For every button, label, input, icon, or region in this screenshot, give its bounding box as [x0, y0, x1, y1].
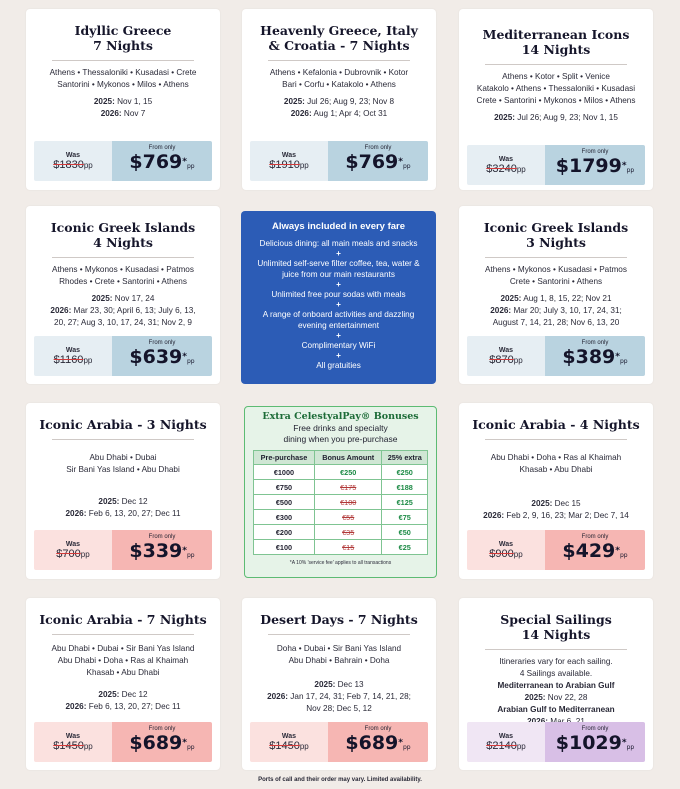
ports-of-call: Athens • Kotor • Split • Venice Katakolo • Athens • Thessaloniki • Kusadasi Crete • Santorini • Mykonos • Milos • Athens: [476, 72, 636, 105]
celestyalpay-bonus-panel: [244, 406, 437, 578]
was-price: $1450pp: [53, 739, 93, 752]
price-bar: [467, 722, 645, 762]
now-price: $639*pp: [129, 346, 195, 368]
card-title: Heavenly Greece, Italy & Croatia - 7 Nights: [260, 23, 418, 53]
from-only-label: From only: [364, 726, 392, 732]
cruise-card-greek-islands-4[interactable]: [26, 206, 220, 384]
now-price: $689*pp: [345, 732, 411, 754]
sailing-dates: 2025: Dec 12 2026: Feb 6, 13, 20, 27; Dec 11: [65, 690, 181, 711]
price-bar: [34, 722, 212, 762]
was-price: $1910pp: [269, 158, 309, 171]
card-title: Idyllic Greece 7 Nights: [74, 23, 172, 53]
was-price: $1160pp: [53, 353, 93, 366]
from-only-label: From only: [581, 149, 609, 155]
cruise-card-greek-islands-3[interactable]: [459, 206, 653, 384]
price-bar: [250, 722, 428, 762]
was-price: $1830pp: [53, 158, 93, 171]
card-title: Special Sailings 14 Nights: [500, 612, 612, 642]
now-price: $689*pp: [129, 732, 195, 754]
card-title: Desert Days - 7 Nights: [260, 612, 418, 627]
sailing-dates: 2025: Jul 26; Aug 9, 23; Nov 1, 15: [494, 113, 618, 122]
ports-of-call: Athens • Kefalonia • Dubrovnik • Kotor Bari • Corfu • Katakolo • Athens: [269, 68, 409, 89]
divider: [52, 60, 194, 61]
ports-of-call: Athens • Thessaloniki • Kusadasi • Crete Santorini • Mykonos • Milos • Athens: [49, 68, 197, 89]
now-price: $429*pp: [562, 540, 628, 562]
divider: [268, 634, 410, 635]
price-bar: [34, 530, 212, 570]
table-row: €300 €55 €75: [254, 510, 428, 525]
ports-of-call: Abu Dhabi • Dubai • Sir Bani Yas Island Abu Dhabi • Doha • Ras al Khaimah Khasab • Abu Dhabi: [51, 644, 195, 677]
bonus-table: [253, 450, 428, 555]
table-row: €100 €15 €25: [254, 540, 428, 555]
was-price: $3240pp: [486, 162, 526, 175]
ports-of-call: Athens • Mykonos • Kusadasi • Patmos Crete • Santorini • Athens: [485, 265, 627, 286]
was-label: Was: [498, 540, 514, 548]
sailing-dates: 2025: Nov 17, 24 2026: Mar 23, 30; April 6, 13; July 6, 13, 20, 27; Aug 3, 10, 17, 24, 31; Nov 2, 9: [50, 294, 196, 327]
was-price: $870pp: [489, 353, 523, 366]
from-only-label: From only: [581, 340, 609, 346]
ports-of-call: Doha • Dubai • Sir Bani Yas Island Abu Dhabi • Bahrain • Doha: [276, 644, 402, 665]
cruise-card-special-sailings[interactable]: [459, 598, 653, 770]
was-price: $2140pp: [486, 739, 526, 752]
from-only-label: From only: [581, 534, 609, 540]
divider: [52, 634, 194, 635]
was-label: Was: [281, 151, 297, 159]
now-price: $389*pp: [562, 346, 628, 368]
from-only-label: From only: [364, 145, 392, 151]
was-label: Was: [65, 151, 81, 159]
table-row: €1000 €250 €250: [254, 465, 428, 480]
divider: [485, 649, 627, 650]
now-price: $339*pp: [129, 540, 195, 562]
sailing-dates: 2025: Dec 13 2026: Jan 17, 24, 31; Feb 7, 14, 21, 28; Nov 28; Dec 5, 12: [267, 680, 411, 713]
included-item: Unlimited self-serve filter coffee, tea, water & juice from our main restaurants: [257, 259, 420, 279]
column-header: 25% extra: [382, 451, 428, 465]
table-row: €200 €35 €50: [254, 525, 428, 540]
was-label: Was: [498, 346, 514, 354]
from-only-label: From only: [148, 340, 176, 346]
was-price: $900pp: [489, 547, 523, 560]
card-title: Iconic Arabia - 7 Nights: [39, 612, 207, 627]
included-item: A range of onboard activities and dazzling evening entertainment: [262, 310, 415, 330]
ports-of-call: Athens • Mykonos • Kusadasi • Patmos Rhodes • Crete • Santorini • Athens: [52, 265, 194, 286]
column-header: Pre-purchase: [254, 451, 315, 465]
price-bar: [250, 141, 428, 181]
now-price: $769*pp: [345, 151, 411, 173]
was-price: $1450pp: [269, 739, 309, 752]
column-header: Bonus Amount: [314, 451, 382, 465]
table-row: €500 €100 €125: [254, 495, 428, 510]
card-title: Iconic Greek Islands 3 Nights: [483, 220, 629, 250]
itinerary-note: Itineraries vary for each sailing. 4 Sailings available.: [499, 657, 613, 678]
now-price: $769*pp: [129, 151, 195, 173]
divider: [485, 64, 627, 65]
sailing-dates: 2025: Dec 15 2026: Feb 2, 9, 16, 23; Mar 2; Dec 7, 14: [483, 499, 629, 520]
was-label: Was: [498, 155, 514, 163]
bonus-title: Extra CelestyalPay® Bonuses: [262, 411, 419, 422]
bonus-subtitle: Free drinks and specialty dining when you pre-purchase: [283, 423, 398, 444]
included-item: Delicious dining: all main meals and snacks: [259, 239, 418, 248]
price-bar: [467, 336, 645, 376]
cruise-card-arabia-4[interactable]: [459, 403, 653, 579]
now-price: $1799*pp: [555, 155, 635, 177]
included-title: Always included in every fare: [271, 221, 406, 232]
divider: [485, 439, 627, 440]
cruise-card-heavenly-greece[interactable]: [242, 9, 436, 190]
card-title: Mediterranean Icons 14 Nights: [482, 27, 630, 57]
sailing-dates: 2025: Aug 1, 8, 15, 22; Nov 21 2026: Mar 20; July 3, 10, 17, 24, 31; August 7, 14, 21, 28; Nov 6, 13, 20: [490, 294, 622, 327]
ports-of-call: Abu Dhabi • Doha • Ras al Khaimah Khasab • Abu Dhabi: [490, 453, 622, 474]
sailing-dates: 2025: Jul 26; Aug 9, 23; Nov 8 2026: Aug 1; Apr 4; Oct 31: [283, 97, 395, 118]
was-label: Was: [281, 732, 297, 740]
was-price: $700pp: [56, 547, 90, 560]
divider: [268, 60, 410, 61]
from-only-label: From only: [148, 145, 176, 151]
cruise-card-mediterranean-icons[interactable]: [459, 9, 653, 190]
divider: [52, 257, 194, 258]
was-label: Was: [65, 732, 81, 740]
from-only-label: From only: [581, 726, 609, 732]
included-item: All gratuities: [316, 361, 361, 370]
price-bar: [467, 145, 645, 185]
divider: [52, 439, 194, 440]
always-included-panel: Always included in every fare Delicious dining: all main meals and snacks + Unlimited self-serve filter coffee, tea, water & juice from our main restaurants + Unlimited free pour sodas with meals + A range of onboard activities and dazzling evening entertainment + Complimentary WiFi + All gratuities: [241, 211, 436, 384]
bonus-footnote: *A 10% 'service fee' applies to all transactions: [289, 560, 392, 566]
now-price: $1029*pp: [555, 732, 635, 754]
price-bar: [34, 141, 212, 181]
card-title: Iconic Arabia - 4 Nights: [472, 417, 640, 432]
included-item: Unlimited free pour sodas with meals: [271, 290, 406, 299]
was-label: Was: [65, 540, 81, 548]
cruise-card-idyllic-greece[interactable]: [26, 9, 220, 190]
included-item: Complimentary WiFi: [301, 341, 376, 350]
card-title: Iconic Greek Islands 4 Nights: [50, 220, 196, 250]
price-bar: [467, 530, 645, 570]
was-label: Was: [65, 346, 81, 354]
ports-of-call: Abu Dhabi • Dubai Sir Bani Yas Island • Abu Dhabi: [66, 453, 180, 474]
sailing-dates: 2025: Dec 12 2026: Feb 6, 13, 20, 27; Dec 11: [65, 497, 181, 518]
price-bar: [34, 336, 212, 376]
cruise-card-arabia-7[interactable]: [26, 598, 220, 770]
sailing-dates: 2025: Nov 1, 15 2026: Nov 7: [93, 97, 153, 118]
special-sailing-routes: Mediterranean to Arabian Gulf 2025: Nov 22, 28 Arabian Gulf to Mediterranean: [497, 681, 615, 714]
divider: [485, 257, 627, 258]
from-only-label: From only: [148, 726, 176, 732]
cruise-card-desert-days[interactable]: [242, 598, 436, 770]
was-label: Was: [498, 732, 514, 740]
cruise-card-arabia-3[interactable]: [26, 403, 220, 579]
table-row: €750 €175 €188: [254, 480, 428, 495]
footer-disclaimer: Ports of call and their order may vary. Limited availability.: [258, 777, 422, 783]
card-title: Iconic Arabia - 3 Nights: [39, 417, 207, 432]
from-only-label: From only: [148, 534, 176, 540]
